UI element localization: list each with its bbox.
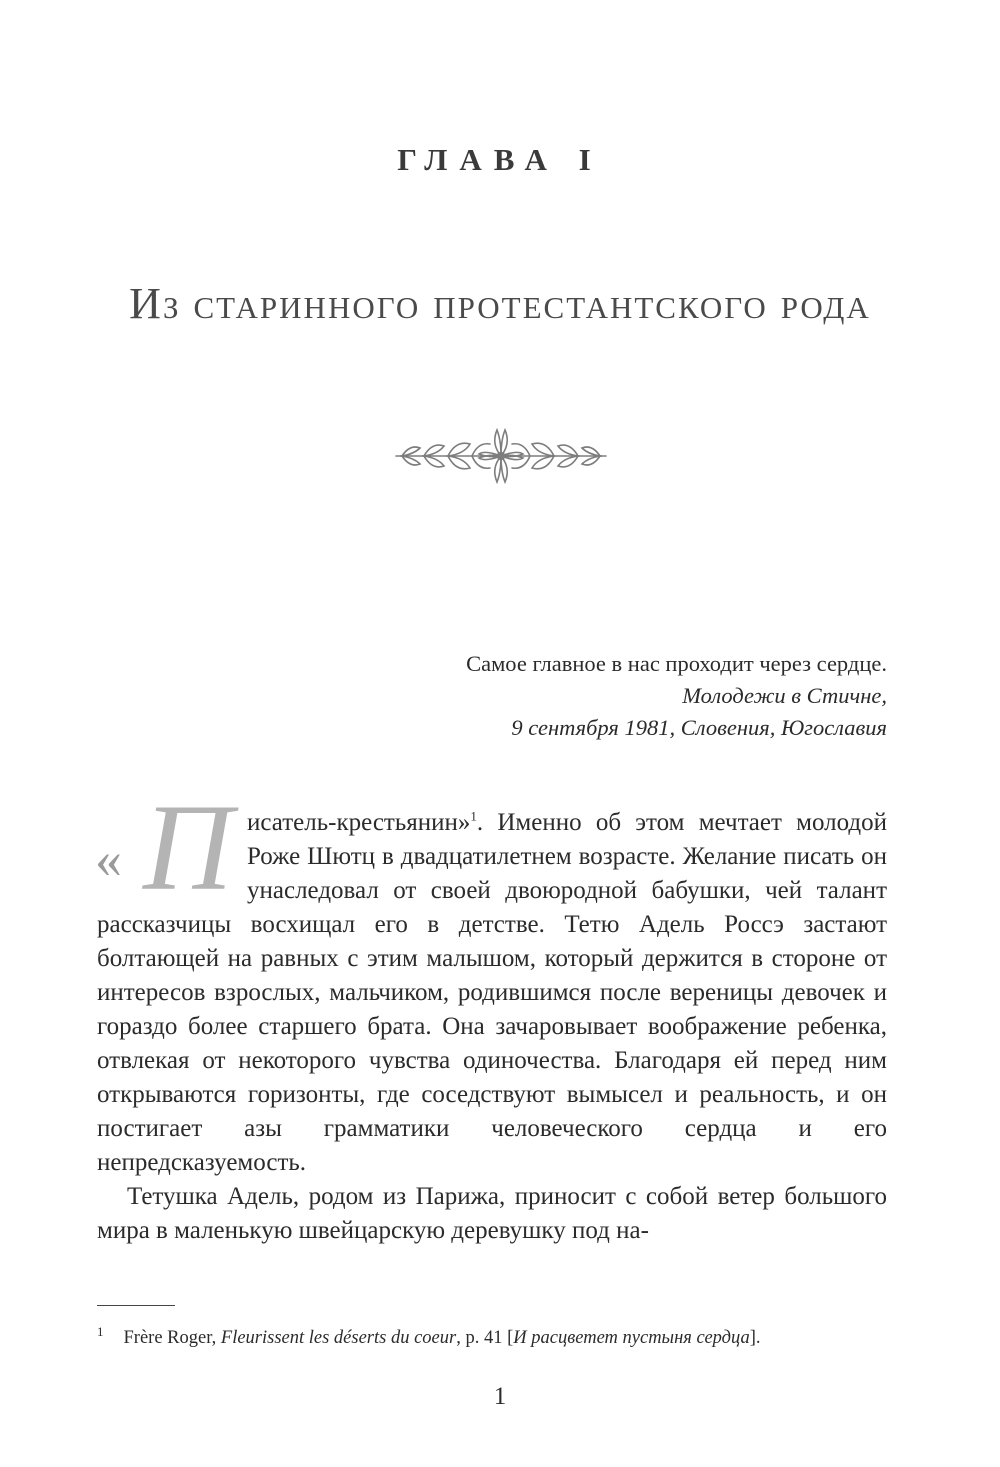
epigraph [287,648,887,744]
drop-cap-letter: П [143,779,233,916]
floral-vine-ornament-icon [390,420,612,492]
paragraph-1-text-a: исатель-крестьянин» [247,809,471,836]
page-number: 1 [493,1383,507,1410]
drop-cap [95,779,245,916]
paragraph-1 [95,779,887,1180]
footnote [97,1320,897,1350]
footnote-author: Frère Roger, [123,1328,221,1349]
footnote-ref: 1 [470,808,477,824]
paragraph-1-text-b: . Именно об этом мечтает молодой Роже Шютц в двадцатилетнем возрасте. Желание писать он унаследовал от своей двоюродной бабушки, чей талант рассказчицы восхищал его в детстве. Тетю Адель Россэ застают болтающей на равных с этим малышом, который держится в стороне от интересов взрослых, мальчиком, родившимся после вереницы девочек и гораздо более старшего брата. Она зачаровывает воображение ребенка, отвлекая от некоторого чувства одиночества. Благодаря ей перед ним открываются горизонты, где соседствуют вымысел и реальность, и он постигает азы грамматики человеческого сердца и его непредсказуемость. [97,809,887,1176]
footnote-close: ]. [749,1328,761,1349]
epigraph-quote: Самое главное в нас проходит через сердце. [466,651,887,676]
epigraph-source-line1: Молодежи в Стичне, [682,683,887,708]
footnote-work: Fleurissent les déserts du coeur [220,1328,457,1349]
paragraph-2: Тетушка Адель, родом из Парижа, приносит с собой ветер большого мира в маленькую швейцарскую деревушку под на- [97,1183,887,1244]
body-text [95,779,887,1248]
drop-cap-quote: « [95,829,122,889]
chapter-title: Из старинного протестантского рода [129,279,871,328]
chapter-label: ГЛАВА I [397,142,603,177]
footnote-divider [97,1305,175,1306]
epigraph-source-line2: 9 сентября 1981, Словения, Югославия [511,715,887,740]
footnote-translation: И расцветет пустыня сердца [513,1328,750,1349]
footnote-number: 1 [97,1324,104,1339]
footnote-page: , p. 41 [ [456,1328,514,1349]
